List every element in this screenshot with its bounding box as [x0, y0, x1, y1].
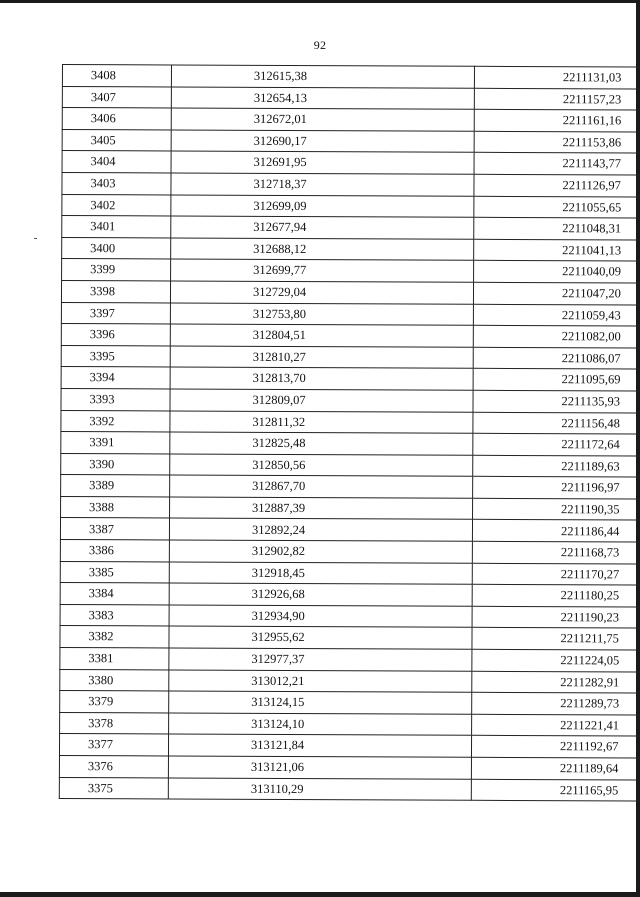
x-coordinate-cell: 312699,09 — [171, 195, 474, 218]
point-number-cell: 3407 — [62, 86, 171, 108]
x-coordinate-cell: 313124,10 — [169, 713, 472, 736]
x-coordinate-cell: 312892,24 — [169, 518, 472, 541]
point-number-cell: 3377 — [59, 734, 168, 756]
y-coordinate-cell: 2211190,23 — [472, 606, 640, 629]
x-coordinate-cell: 312813,70 — [170, 367, 473, 390]
point-number-cell: 3376 — [59, 755, 168, 777]
point-number-cell: 3381 — [60, 648, 169, 670]
y-coordinate-cell: 2211172,64 — [473, 433, 640, 456]
point-number-cell: 3400 — [62, 237, 171, 259]
y-coordinate-cell: 2211168,73 — [472, 541, 640, 564]
x-coordinate-cell: 312654,13 — [171, 87, 474, 110]
point-number-cell: 3382 — [60, 626, 169, 648]
y-coordinate-cell: 2211186,44 — [472, 520, 640, 543]
y-coordinate-cell: 2211190,35 — [473, 498, 640, 521]
coordinates-table-body — [59, 65, 640, 802]
y-coordinate-cell: 2211196,97 — [473, 477, 640, 500]
y-coordinate-cell: 2211170,27 — [472, 563, 640, 586]
point-number-cell: 3378 — [60, 712, 169, 734]
x-coordinate-cell: 312887,39 — [170, 497, 473, 520]
y-coordinate-cell: 2211059,43 — [473, 304, 640, 327]
x-coordinate-cell: 312729,04 — [170, 281, 473, 304]
point-number-cell: 3403 — [62, 172, 171, 194]
x-coordinate-cell: 312699,77 — [171, 259, 474, 282]
x-coordinate-cell: 312955,62 — [169, 626, 472, 649]
y-coordinate-cell: 2211153,86 — [474, 131, 640, 154]
y-coordinate-cell: 2211041,13 — [474, 239, 640, 262]
y-coordinate-cell: 2211289,73 — [472, 693, 640, 716]
point-number-cell: 3408 — [62, 65, 171, 87]
x-coordinate-cell: 312810,27 — [170, 346, 473, 369]
scan-speck — [34, 238, 37, 239]
y-coordinate-cell: 2211055,65 — [474, 196, 640, 219]
scan-border-top — [0, 0, 640, 3]
y-coordinate-cell: 2211126,97 — [474, 174, 640, 197]
y-coordinate-cell: 2211040,09 — [474, 261, 640, 284]
point-number-cell: 3375 — [59, 777, 168, 799]
y-coordinate-cell: 2211143,77 — [474, 153, 640, 176]
x-coordinate-cell: 312753,80 — [170, 303, 473, 326]
y-coordinate-cell: 2211086,07 — [473, 347, 640, 370]
x-coordinate-cell: 313124,15 — [169, 691, 472, 714]
x-coordinate-cell: 312977,37 — [169, 648, 472, 671]
x-coordinate-cell: 312825,48 — [170, 432, 473, 455]
y-coordinate-cell: 2211135,93 — [473, 390, 640, 413]
x-coordinate-cell: 312902,82 — [169, 540, 472, 563]
y-coordinate-cell: 2211082,00 — [473, 325, 640, 348]
x-coordinate-cell: 312688,12 — [171, 238, 474, 261]
y-coordinate-cell: 2211192,67 — [471, 736, 640, 759]
y-coordinate-cell: 2211211,75 — [472, 628, 640, 651]
point-number-cell: 3380 — [60, 669, 169, 691]
point-number-cell: 3395 — [61, 345, 170, 367]
point-number-cell: 3396 — [61, 324, 170, 346]
page-number: 92 — [313, 38, 327, 52]
y-coordinate-cell: 2211157,23 — [474, 88, 640, 111]
point-number-cell: 3393 — [61, 388, 170, 410]
x-coordinate-cell: 313110,29 — [168, 778, 471, 801]
y-coordinate-cell: 2211224,05 — [472, 649, 640, 672]
x-coordinate-cell: 313012,21 — [169, 670, 472, 693]
point-number-cell: 3406 — [62, 108, 171, 130]
x-coordinate-cell: 312672,01 — [171, 108, 474, 131]
point-number-cell: 3388 — [61, 496, 170, 518]
x-coordinate-cell: 312918,45 — [169, 562, 472, 585]
coordinates-table — [59, 64, 640, 802]
point-number-cell: 3384 — [60, 583, 169, 605]
x-coordinate-cell: 312677,94 — [171, 216, 474, 239]
point-number-cell: 3385 — [60, 561, 169, 583]
point-number-cell: 3399 — [62, 259, 171, 281]
y-coordinate-cell: 2211189,63 — [473, 455, 640, 478]
point-number-cell: 3379 — [60, 691, 169, 713]
point-number-cell: 3402 — [62, 194, 171, 216]
point-number-cell: 3401 — [62, 216, 171, 238]
table-row — [59, 777, 640, 802]
y-coordinate-cell: 2211221,41 — [472, 714, 640, 737]
point-number-cell: 3398 — [61, 280, 170, 302]
point-number-cell: 3386 — [60, 540, 169, 562]
x-coordinate-cell: 312867,70 — [170, 475, 473, 498]
x-coordinate-cell: 313121,06 — [168, 756, 471, 779]
y-coordinate-cell: 2211095,69 — [473, 369, 640, 392]
point-number-cell: 3390 — [61, 453, 170, 475]
point-number-cell: 3383 — [60, 604, 169, 626]
x-coordinate-cell: 312926,68 — [169, 583, 472, 606]
point-number-cell: 3387 — [60, 518, 169, 540]
y-coordinate-cell: 2211156,48 — [473, 412, 640, 435]
x-coordinate-cell: 312934,90 — [169, 605, 472, 628]
y-coordinate-cell: 2211189,64 — [471, 757, 640, 780]
y-coordinate-cell: 2211282,91 — [472, 671, 640, 694]
point-number-cell: 3392 — [61, 410, 170, 432]
x-coordinate-cell: 312691,95 — [171, 151, 474, 174]
x-coordinate-cell: 312850,56 — [170, 454, 473, 477]
point-number-cell: 3391 — [61, 432, 170, 454]
point-number-cell: 3397 — [61, 302, 170, 324]
x-coordinate-cell: 313121,84 — [168, 734, 471, 757]
y-coordinate-cell: 2211165,95 — [471, 779, 640, 802]
x-coordinate-cell: 312615,38 — [171, 65, 474, 88]
scan-border-bottom — [0, 892, 640, 897]
x-coordinate-cell: 312690,17 — [171, 130, 474, 153]
x-coordinate-cell: 312809,07 — [170, 389, 473, 412]
y-coordinate-cell: 2211048,31 — [474, 217, 640, 240]
y-coordinate-cell: 2211180,25 — [472, 585, 640, 608]
x-coordinate-cell: 312804,51 — [170, 324, 473, 347]
x-coordinate-cell: 312811,32 — [170, 410, 473, 433]
point-number-cell: 3405 — [62, 129, 171, 151]
y-coordinate-cell: 2211047,20 — [473, 282, 640, 305]
point-number-cell: 3404 — [62, 151, 171, 173]
y-coordinate-cell: 2211131,03 — [474, 66, 640, 89]
x-coordinate-cell: 312718,37 — [171, 173, 474, 196]
y-coordinate-cell: 2211161,16 — [474, 109, 640, 132]
point-number-cell: 3389 — [61, 475, 170, 497]
point-number-cell: 3394 — [61, 367, 170, 389]
